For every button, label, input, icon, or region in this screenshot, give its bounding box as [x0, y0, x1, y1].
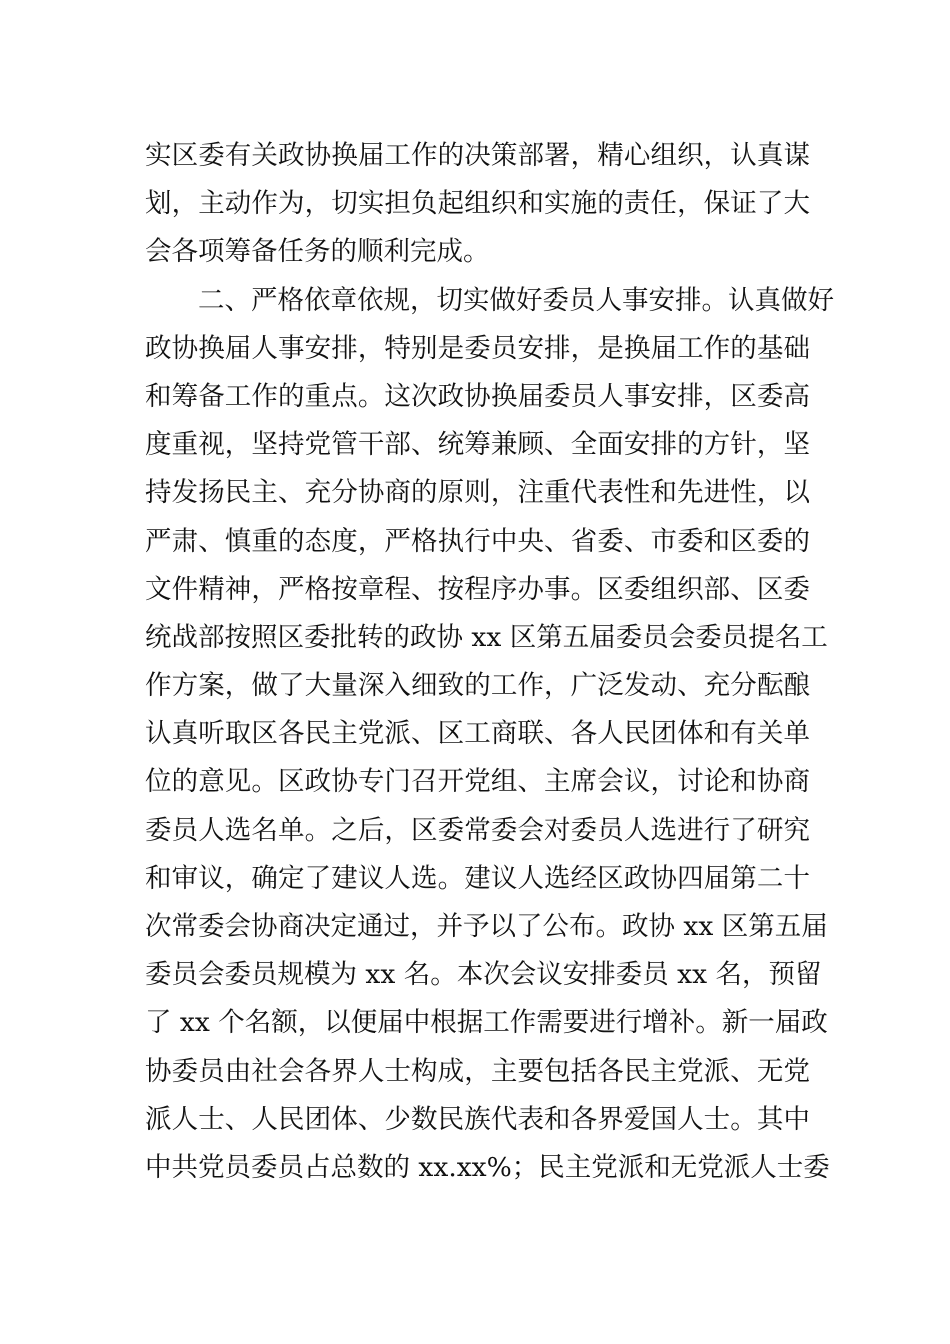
text-line: 派人士、人民团体、少数民族代表和各界爱国人士。其中 — [145, 1103, 810, 1135]
text-line: 会各项筹备任务的顺利完成。 — [145, 236, 490, 268]
text-line: 委员会委员规模为 xx 名。本次会议安排委员 xx 名，预留 — [145, 959, 822, 991]
text-line: 位的意见。区政协专门召开党组、主席会议，讨论和协商 — [145, 766, 810, 798]
text-line: 严肃、慎重的态度，严格执行中央、省委、市委和区委的 — [145, 525, 810, 557]
text-line: 委员人选名单。之后，区委常委会对委员人选进行了研究 — [145, 814, 810, 846]
text-line: 次常委会协商决定通过，并予以了公布。政协 xx 区第五届 — [145, 911, 828, 942]
body-text — [145, 132, 834, 1192]
text-line: 作方案，做了大量深入细致的工作，广泛发动、充分酝酿 — [145, 670, 810, 702]
text-line: 认真听取区各民主党派、区工商联、各人民团体和有关单 — [145, 718, 810, 750]
text-line: 了 xx 个名额，以便届中根据工作需要进行增补。新一届政 — [145, 1007, 828, 1039]
text-line: 和审议，确定了建议人选。建议人选经区政协四届第二十 — [145, 862, 810, 894]
text-line: 和筹备工作的重点。这次政协换届委员人事安排，区委高 — [145, 380, 810, 412]
text-line: 协委员由社会各界人士构成，主要包括各民主党派、无党 — [145, 1055, 810, 1087]
text-line: 统战部按照区委批转的政协 xx 区第五届委员会委员提名工 — [145, 621, 828, 653]
text-line: 持发扬民主、充分协商的原则，注重代表性和先进性，以 — [145, 477, 810, 509]
section-heading-line: 二、严格依章依规，切实做好委员人事安排。认真做好 — [198, 284, 834, 316]
text-line: 中共党员委员占总数的 xx.xx%；民主党派和无党派人士委 — [145, 1151, 830, 1183]
text-line: 划，主动作为，切实担负起组织和实施的责任，保证了大 — [145, 188, 810, 220]
text-line: 实区委有关政协换届工作的决策部署，精心组织，认真谋 — [145, 140, 810, 171]
text-line: 政协换届人事安排，特别是委员安排，是换届工作的基础 — [145, 332, 810, 364]
text-line: 度重视，坚持党管干部、统筹兼顾、全面安排的方针，坚 — [145, 429, 810, 461]
text-line: 文件精神，严格按章程、按程序办事。区委组织部、区委 — [145, 573, 810, 605]
